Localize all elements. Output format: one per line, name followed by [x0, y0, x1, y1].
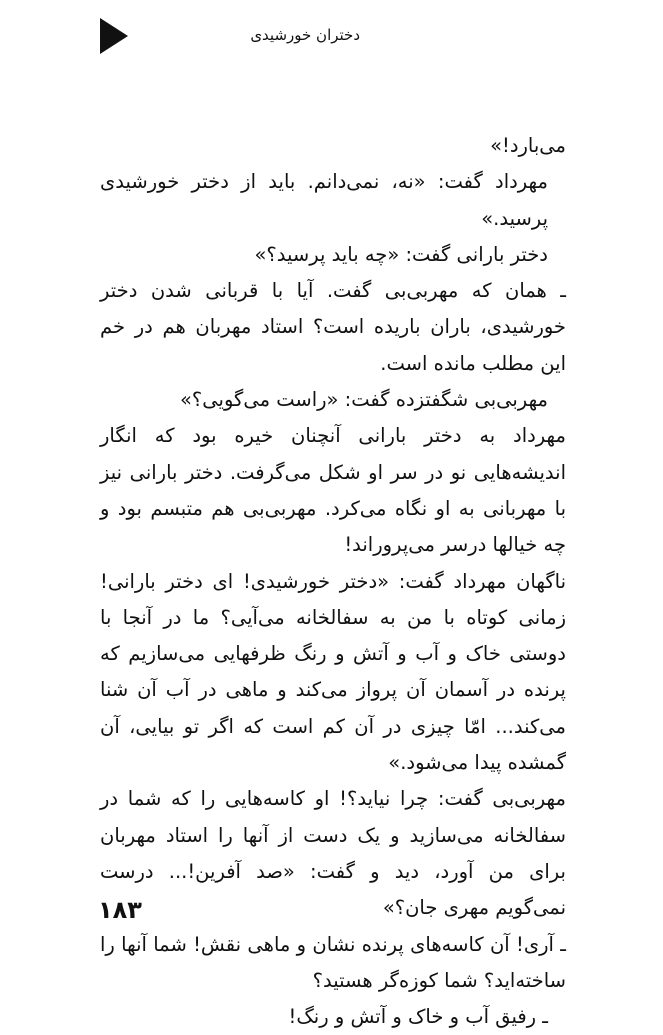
paragraph: مهرداد به دختر بارانی آنچنان خیره بود که انگار اندیشه‌هایی نو در سر او شکل می‌گرفت. دختر بارانی نیز با مهربانی به او نگاه می‌کرد. مهربی‌بی هم متبسم بود و چه خیالها درسر می‌پروراند! — [100, 424, 566, 557]
paragraph: مهربی‌بی شگفتزده گفت: «راست می‌گویی؟» — [180, 388, 548, 412]
paragraph: مهرداد گفت: «نه، نمی‌دانم. باید از دختر خورشیدی پرسید.» — [100, 170, 548, 230]
page-header — [100, 18, 360, 58]
page-number: ۱۸۳ — [98, 896, 142, 924]
paragraph: ـ رفیق آب و خاک و آتش و رنگ! — [288, 1005, 548, 1029]
paragraph: دختر بارانی گفت: «چه باید پرسید؟» — [254, 242, 548, 266]
running-title: دختران خورشیدی — [250, 26, 360, 44]
body-text — [100, 128, 566, 1035]
paragraph: مهربی‌بی گفت: چرا نیاید؟! او کاسه‌هایی را که شما در سفالخانه می‌سازید و یک دست از آنها را استاد مهربان برای من آورد، دید و گفت: «صد آفرین!... درست نمی‌گویم مهری جان؟» — [100, 787, 566, 920]
paragraph: ـ آری! آن کاسه‌های پرنده نشان و ماهی نقش! شما آنها را ساخته‌اید؟ شما کوزه‌گر هستید؟ — [100, 932, 566, 992]
paragraph: ـ همان که مهربی‌بی گفت. آیا با قربانی شدن دختر خورشیدی، باران باریده است؟ استاد مهربان هم در خم این مطلب مانده است. — [100, 279, 566, 375]
paragraph: می‌بارد!» — [490, 134, 566, 157]
paragraph: ناگهان مهرداد گفت: «دختر خورشیدی! ای دختر بارانی! زمانی کوتاه با من به سفالخانه می‌آیی؟ ما در آنجا با دوستی خاک و آب و آتش و رنگ ظرفهایی می‌سازیم که پرنده در آسمان آن پرواز می‌کند و ماهی در آب آن شنا می‌کند... امّا چیزی در آن کم است که اگر تو بیایی، آن گمشده پیدا می‌شود.» — [100, 569, 566, 775]
header-triangle-marker-icon — [100, 18, 128, 54]
